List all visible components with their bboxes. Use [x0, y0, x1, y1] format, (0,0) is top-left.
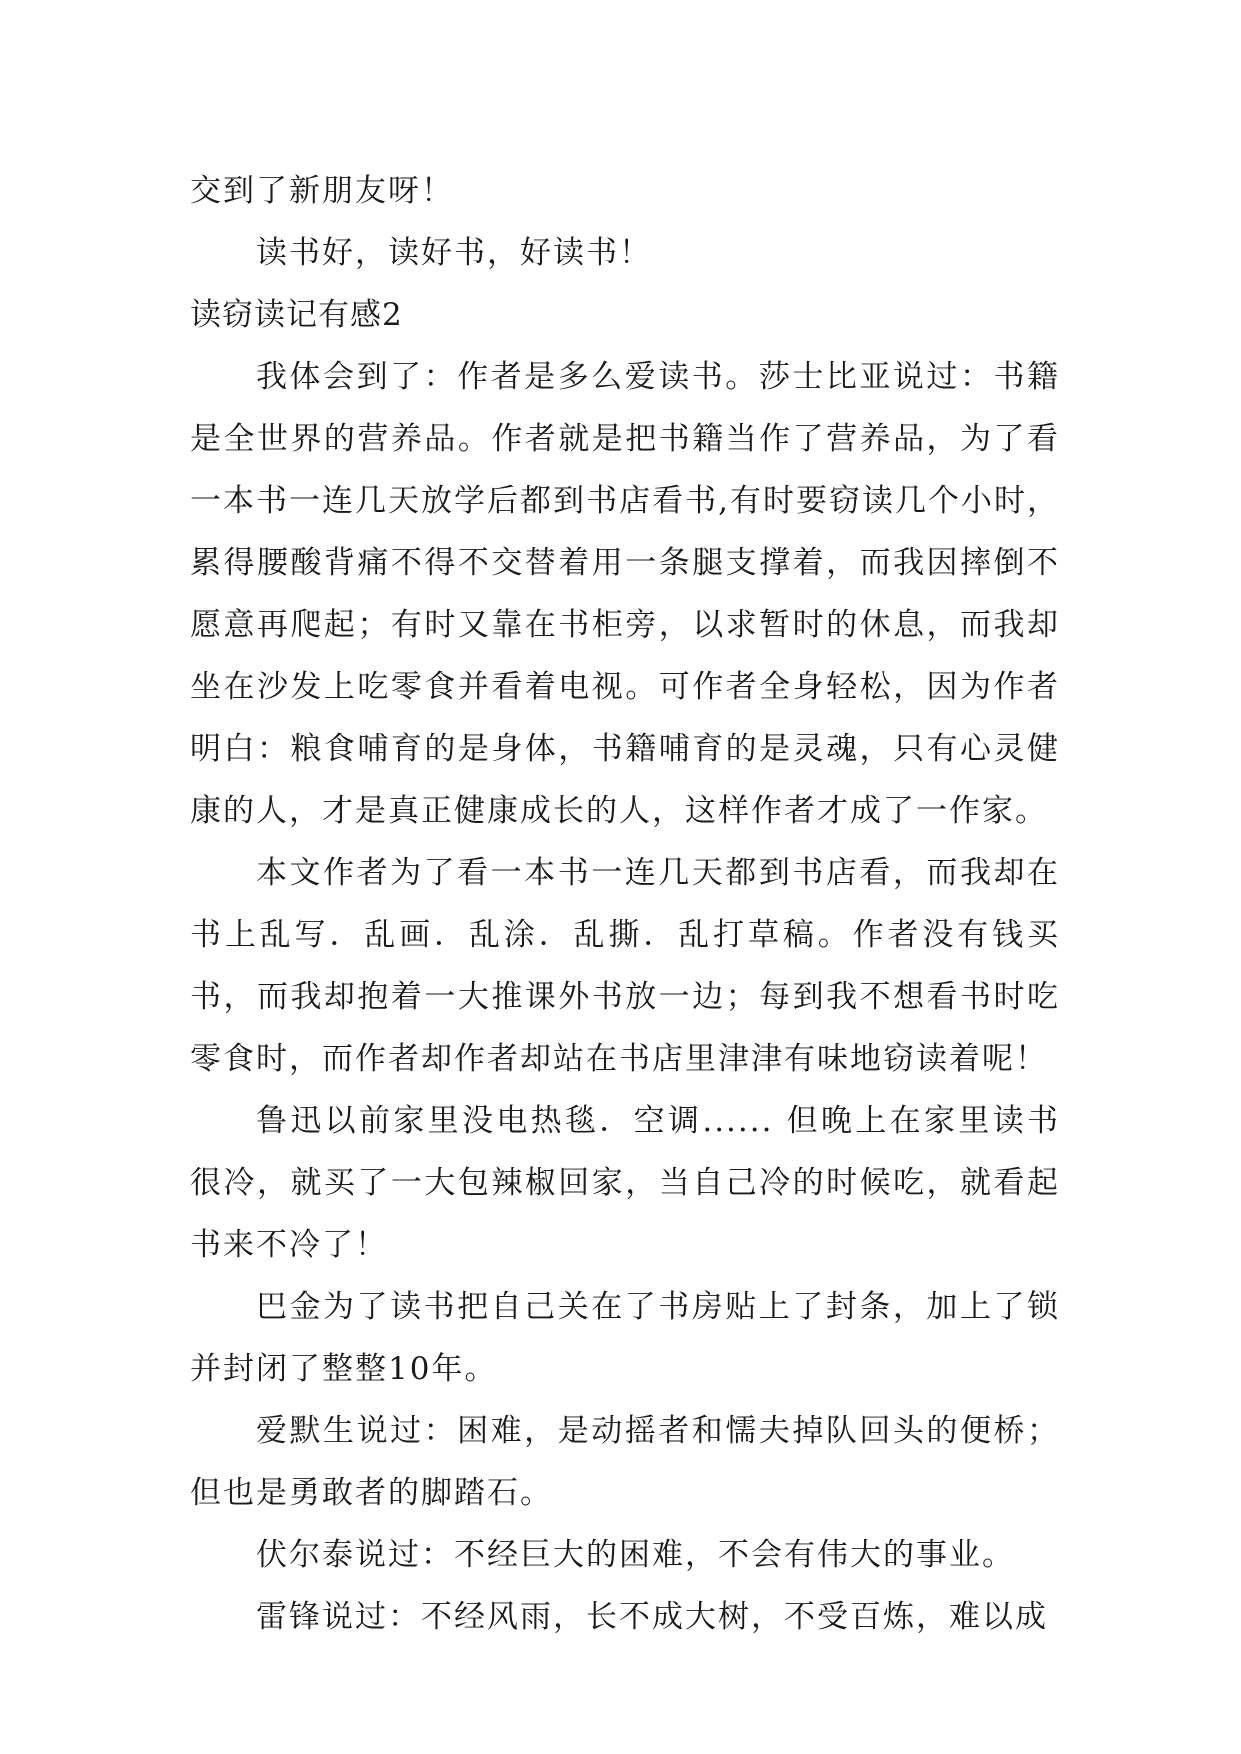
section-heading: 读窃读记有感2: [190, 297, 403, 333]
paragraph: 本文作者为了看一本书一连几天都到书店看，而我却在书上乱写．乱画．乱涂．乱撕．乱打草稿。作者没有钱买书，而我却抱着一大推课外书放一边；每到我不想看书时吃零食时，而作者却作者却站在书店里津津有味地窃读着呢！: [190, 855, 1060, 1077]
paragraph: 读书好，读好书，好读书！: [256, 235, 652, 271]
paragraph: 我体会到了：作者是多么爱读书。莎士比亚说过：书籍是全世界的营养品。作者就是把书籍当作了营养品，为了看一本书一连几天放学后都到书店看书,有时要窃读几个小时，累得腰酸背痛不得不交替着用一条腿支撑着，而我因摔倒不愿意再爬起；有时又靠在书柜旁，以求暂时的休息，而我却坐在沙发上吃零食并看着电视。可作者全身轻松，因为作者明白：粮食哺育的是身体，书籍哺育的是灵魂，只有心灵健康的人，才是真正健康成长的人，这样作者才成了一作家。: [190, 359, 1060, 829]
paragraph: 爱默生说过：困难，是动摇者和懦夫掉队回头的便桥；但也是勇敢者的脚踏石。: [190, 1413, 1060, 1511]
paragraph: 鲁迅以前家里没电热毯．空调...... 但晚上在家里读书很冷，就买了一大包辣椒回家，当自己冷的时候吃，就看起书来不冷了！: [190, 1103, 1060, 1263]
paragraph: 雷锋说过：不经风雨，长不成大树，不受百炼，难以成: [256, 1599, 1048, 1635]
document-body: [190, 160, 1060, 1648]
paragraph: 伏尔泰说过：不经巨大的困难，不会有伟大的事业。: [256, 1537, 1015, 1573]
paragraph: 巴金为了读书把自己关在了书房贴上了封条，加上了锁并封闭了整整10年。: [190, 1289, 1060, 1387]
paragraph: 交到了新朋友呀！: [190, 173, 454, 209]
